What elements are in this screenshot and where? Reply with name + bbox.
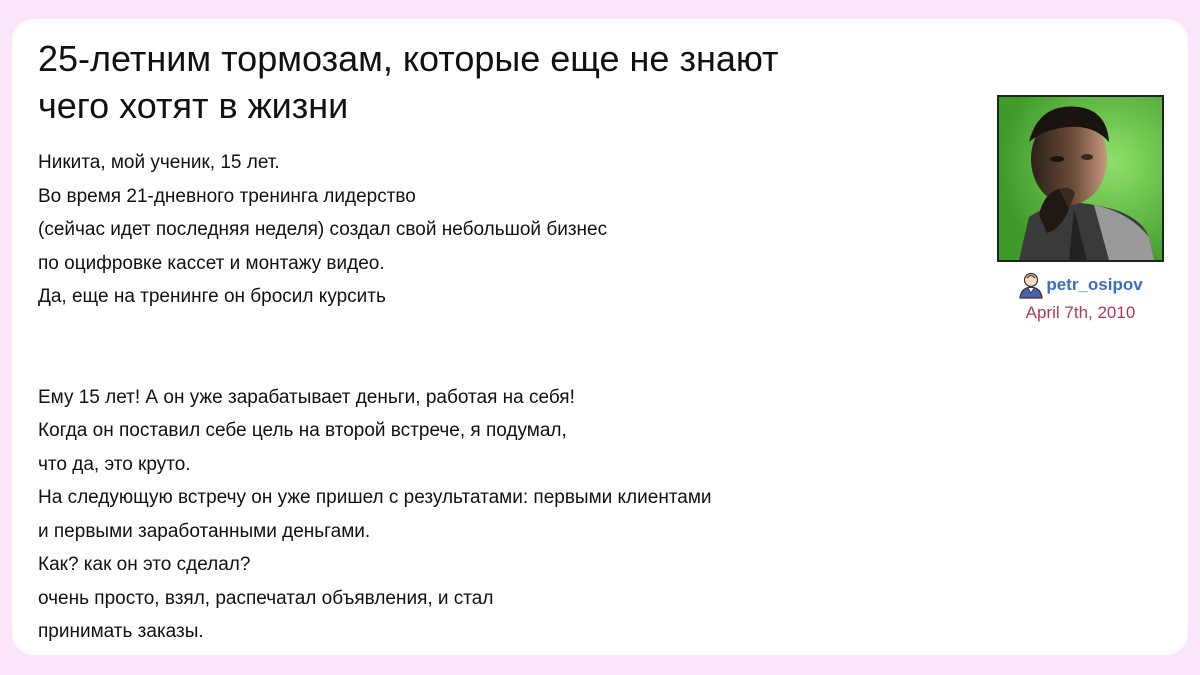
post-text-line: по оцифровке кассет и монтажу видео.: [38, 252, 385, 274]
post-body: [38, 146, 918, 649]
user-row: [995, 270, 1166, 300]
post-text-line: Когда он поставил себе цель на второй встрече, я подумал,: [38, 420, 567, 441]
user-icon[interactable]: [1018, 271, 1044, 299]
avatar[interactable]: [997, 95, 1164, 262]
post-text-line: принимать заказы.: [38, 621, 204, 642]
post-text-line: и первыми заработанными деньгами.: [38, 520, 371, 542]
post-title: [38, 35, 938, 129]
post-text-line: На следующую встречу он уже пришел с результатами: первыми клиентами: [38, 487, 712, 508]
paragraph-gap: [38, 314, 918, 381]
author-username-link[interactable]: petr_osipov: [1046, 275, 1143, 294]
post-text-line: Ему 15 лет! А он уже зарабатывает деньги, работая на себя!: [38, 386, 575, 408]
post-title-line: 25-летним тормозам, которые еще не знают: [38, 38, 779, 79]
post-text-line: (сейчас идет последняя неделя) создал свой небольшой бизнес: [38, 219, 608, 240]
post-card: [12, 19, 1188, 655]
post-text-line: Во время 21-дневного тренинга лидерство: [38, 185, 416, 207]
post-text-line: Как? как он это сделал?: [38, 554, 251, 575]
post-text-line: Никита, мой ученик, 15 лет.: [38, 152, 280, 173]
post-text-line: очень просто, взял, распечатал объявления, и стал: [38, 587, 494, 609]
post-date: April 7th, 2010: [1025, 303, 1136, 322]
author-block: [995, 95, 1166, 323]
post-text-line: что да, это круто.: [38, 453, 191, 475]
post-title-line: чего хотят в жизни: [38, 85, 349, 126]
post-text-line: Да, еще на тренинге он бросил курсить: [38, 286, 386, 307]
avatar-photo-icon: [999, 97, 1162, 260]
